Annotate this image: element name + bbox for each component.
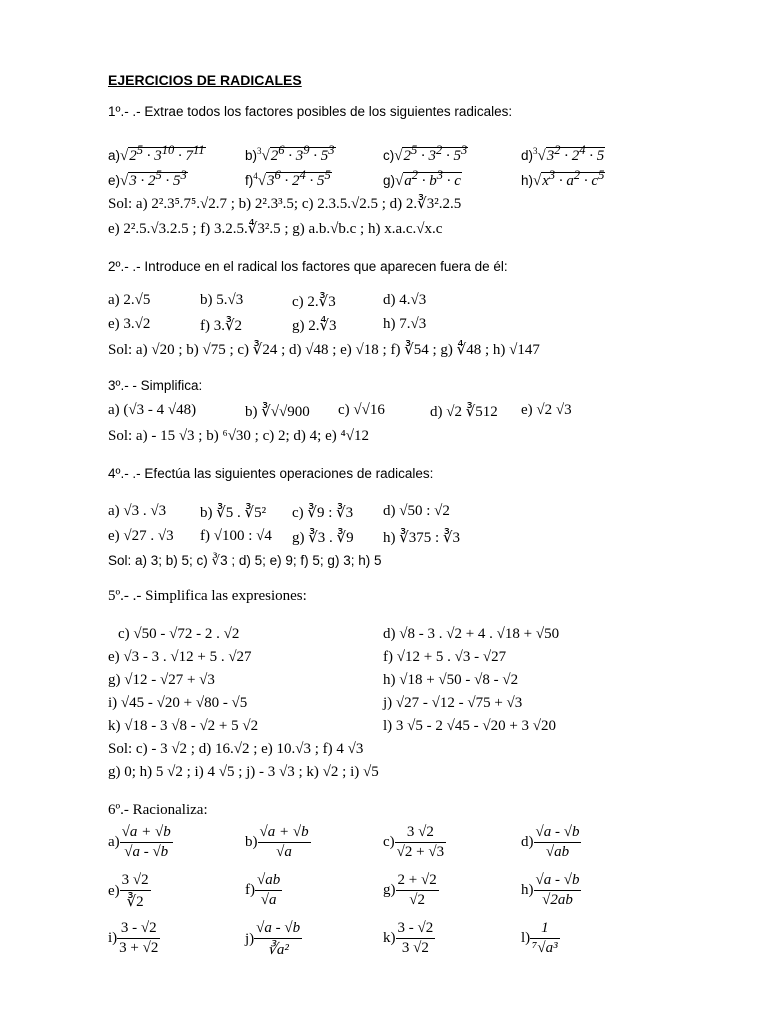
- s6-item-e: e) $\frac{3 √2}{∛2}$: [108, 872, 149, 910]
- s5-item-g: g) √12 - √27 + √3: [108, 672, 215, 688]
- s5-item-l: l) 3 √5 - 2 √45 - √20 + 3 √20: [383, 718, 557, 734]
- s4-item-d: d) √50 : √2: [383, 503, 450, 519]
- s1-solution-line1: Sol: a) 2².3⁵.7⁵.√2.7 ; b) 2².3³.5; c) 2.3.5.√2.5 ; d) 2.∛3².2.5: [108, 196, 462, 212]
- s4-item-f: f) √100 : √4: [200, 528, 272, 544]
- s6-item-l: l) $\frac{1}{\text{⁷√a³}}$: [521, 920, 558, 956]
- s5-item-c: c) √50 - √72 - 2 . √2: [118, 626, 240, 642]
- s4-item-e: e) √27 . √3: [108, 528, 174, 544]
- s2-item-g: g) 2.∜3: [292, 318, 337, 334]
- s5-heading: 5º.- .- Simplifica las expresiones:: [108, 588, 307, 604]
- s3-item-c: c) √√16: [338, 402, 385, 418]
- s4-solution: Sol: a) 3; b) 5; c) ∛3 ; d) 5; e) 9; f) 5; g) 3; h) 5: [108, 553, 382, 568]
- s2-item-h: h) 7.√3: [383, 316, 427, 332]
- s5-item-d: d) √8 - 3 . √2 + 4 . √18 + √50: [383, 626, 560, 642]
- s1-solution-line2: e) 2².5.√3.2.5 ; f) 3.2.5.∜3².5 ; g) a.b.√b.c ; h) x.a.c.√x.c: [108, 221, 443, 237]
- s5-item-j: j) √27 - √12 - √75 + √3: [383, 695, 523, 711]
- s3-item-b: b) ∛√√900: [245, 404, 310, 420]
- s2-item-b: b) 5.√3: [200, 292, 244, 308]
- s6-item-f: f) $\frac{√ab}{√a}$: [245, 872, 281, 908]
- s2-item-e: e) 3.√2: [108, 316, 151, 332]
- s4-item-b: b) ∛5 . ∛5²: [200, 505, 267, 521]
- s1-item-d: $d)^3√3^2 \cdot 2^4 \cdot 5$: [521, 143, 605, 164]
- s4-item-g: g) ∛3 . ∛9: [292, 530, 354, 546]
- s2-heading: 2º.- .- Introduce en el radical los factores que aparecen fuera de él:: [108, 259, 508, 274]
- s1-item-g: $g)√a^2 \cdot b^3 \cdot c$: [383, 168, 461, 189]
- s4-item-c: c) ∛9 : ∛3: [292, 505, 354, 521]
- s1-item-e: $e)√3 \cdot 2^5 \cdot 5^3$: [108, 168, 187, 189]
- s6-item-c: c) $\frac{3 √2}{√2 + √3}$: [383, 824, 445, 860]
- s1-item-c: $c)√2^5 \cdot 3^2 \cdot 5^3$: [383, 143, 468, 164]
- s2-item-a: a) 2.√5: [108, 292, 151, 308]
- s4-item-h: h) ∛375 : ∛3: [383, 530, 461, 546]
- s4-item-a: a) √3 . √3: [108, 503, 167, 519]
- s1-item-h: $h)√x^3 \cdot a^2 \cdot c^5$: [521, 168, 605, 189]
- s6-item-a: a) $\frac{√a + √b}{√a - √b}$: [108, 824, 171, 860]
- s1-heading: 1º.- .- Extrae todos los factores posibles de los siguientes radicales:: [108, 104, 513, 119]
- s1-item-f: $f)^4√3^6 \cdot 2^4 \cdot 5^5$: [245, 168, 331, 189]
- s5-item-i: i) √45 - √20 + √80 - √5: [108, 695, 248, 711]
- s1-item-b: $b)^3√2^6 \cdot 3^9 \cdot 5^3$: [245, 143, 335, 164]
- s6-item-i: i) $\frac{3 - √2}{3 + √2}$: [108, 920, 159, 956]
- s2-item-f: f) 3.∛2: [200, 318, 243, 334]
- s6-item-b: b) $\frac{√a + √b}{√a}$: [245, 824, 309, 860]
- s3-solution: Sol: a) - 15 √3 ; b) ⁶√30 ; c) 2; d) 4; e) ⁴√12: [108, 428, 369, 444]
- s6-heading: 6º.- Racionaliza:: [108, 802, 208, 818]
- s3-item-e: e) √2 √3: [521, 402, 572, 418]
- s5-item-e: e) √3 - 3 . √12 + 5 . √27: [108, 649, 252, 665]
- s4-heading: 4º.- .- Efectúa las siguientes operaciones de radicales:: [108, 466, 434, 481]
- s1-item-a: $a)√2^5 \cdot 3^{10} \cdot 7^{11}$: [108, 143, 205, 164]
- s5-item-h: h) √18 + √50 - √8 - √2: [383, 672, 519, 688]
- s6-item-k: k) $\frac{3 - √2}{3 √2}$: [383, 920, 434, 956]
- s3-item-d: d) √2 ∛512: [430, 404, 498, 420]
- s6-item-j: j) $\frac{√a - √b}{\text{∛a²}}$: [245, 920, 301, 958]
- s6-item-d: d) $\frac{√a - √b}{√ab}$: [521, 824, 580, 860]
- s6-item-g: g) $\frac{2 + √2}{√2}$: [383, 872, 437, 908]
- s3-item-a: a) (√3 - 4 √48): [108, 402, 197, 418]
- s3-heading: 3º.- - Simplifica:: [108, 378, 203, 393]
- page-title: EJERCICIOS DE RADICALES: [108, 72, 302, 88]
- s2-solution: Sol: a) √20 ; b) √75 ; c) ∛24 ; d) √48 ; e) √18 ; f) ∛54 ; g) ∜48 ; h) √147: [108, 342, 540, 358]
- s5-solution-line2: g) 0; h) 5 √2 ; i) 4 √5 ; j) - 3 √3 ; k) √2 ; i) √5: [108, 764, 379, 780]
- s5-item-k: k) √18 - 3 √8 - √2 + 5 √2: [108, 718, 259, 734]
- s2-item-c: c) 2.∛3: [292, 294, 336, 310]
- s5-solution-line1: Sol: c) - 3 √2 ; d) 16.√2 ; e) 10.√3 ; f) 4 √3: [108, 741, 364, 757]
- s2-item-d: d) 4.√3: [383, 292, 427, 308]
- s5-item-f: f) √12 + 5 . √3 - √27: [383, 649, 507, 665]
- s6-item-h: h) $\frac{√a - √b}{√2ab}$: [521, 872, 580, 908]
